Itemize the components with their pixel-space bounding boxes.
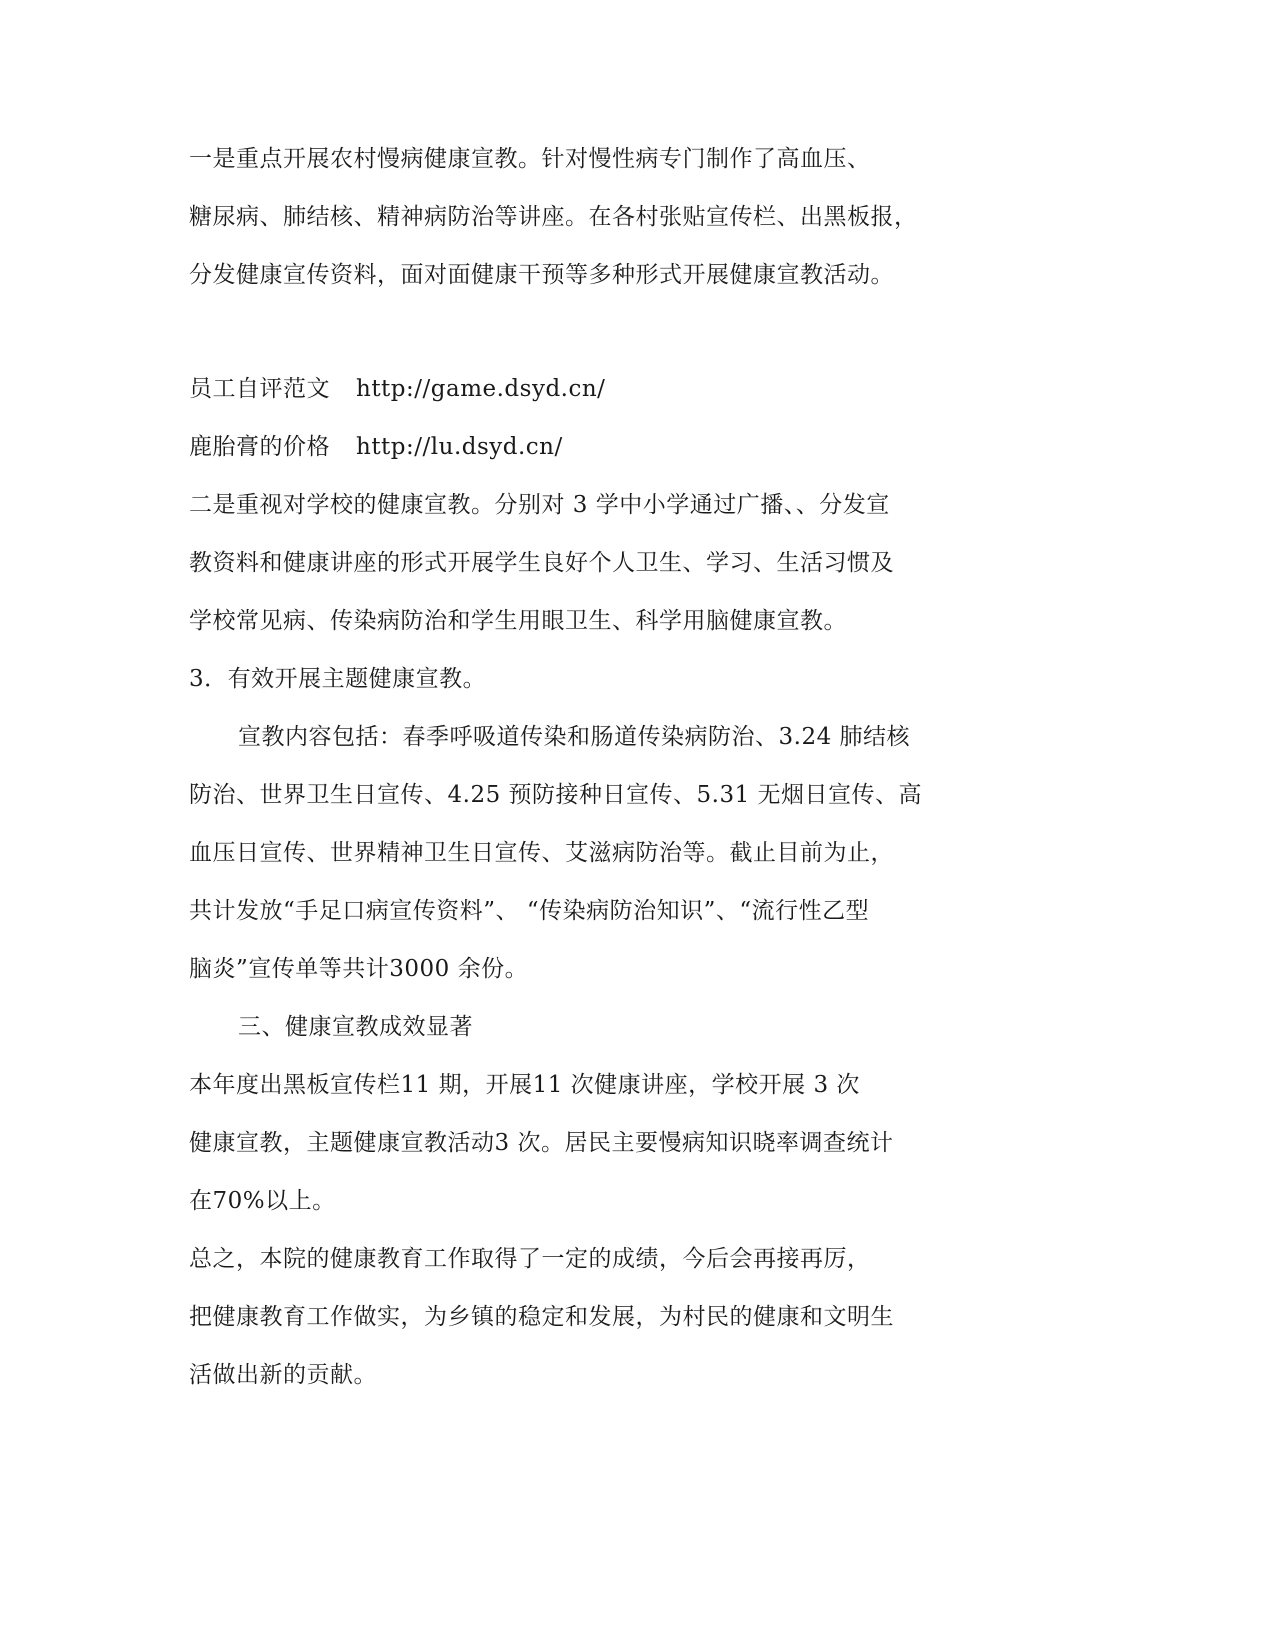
paragraph-4-line-2: 健康宣教，主题健康宣教活动3 次。居民主要慢病知识晓率调查统计 — [189, 1130, 894, 1156]
paragraph-1-line-2: 糖尿病、肺结核、精神病防治等讲座。在各村张贴宣传栏、出黑板报， — [189, 204, 918, 230]
paragraph-5-line-2: 把健康教育工作做实，为乡镇的稳定和发展，为村民的健康和文明生 — [189, 1304, 894, 1330]
paragraph-3-line-4: 共计发放“手足口病宣传资料”、 “传染病防治知识”、“流行性乙型 — [189, 898, 870, 924]
paragraph-1-line-1: 一是重点开展农村慢病健康宣教。针对慢性病专门制作了高血压、 — [189, 146, 871, 172]
paragraph-3-line-1: 宣教内容包括：春季呼吸道传染和肠道传染病防治、3.24 肺结核 — [238, 724, 911, 750]
link-1-url[interactable]: http://game.dsyd.cn/ — [356, 376, 606, 402]
paragraph-3-line-2: 防治、世界卫生日宣传、4.25 预防接种日宣传、5.31 无烟日宣传、高 — [189, 782, 923, 808]
paragraph-3-line-5: 脑炎”宣传单等共计3000 余份。 — [189, 956, 529, 982]
paragraph-4-line-1: 本年度出黑板宣传栏11 期，开展11 次健康讲座，学校开展 3 次 — [189, 1072, 860, 1098]
paragraph-4-line-3: 在70%以上。 — [189, 1188, 336, 1214]
link-row-2 — [189, 432, 563, 462]
paragraph-5-line-3: 活做出新的贡献。 — [189, 1362, 377, 1388]
paragraph-2-line-3: 学校常见病、传染病防治和学生用眼卫生、科学用脑健康宣教。 — [189, 608, 847, 634]
link-2-label: 鹿胎膏的价格 — [189, 434, 330, 460]
paragraph-2-line-2: 教资料和健康讲座的形式开展学生良好个人卫生、学习、生活习惯及 — [189, 550, 894, 576]
paragraph-5-line-1: 总之，本院的健康教育工作取得了一定的成绩，今后会再接再厉， — [189, 1246, 871, 1272]
link-1-label: 员工自评范文 — [189, 376, 330, 402]
paragraph-2-line-1: 二是重视对学校的健康宣教。分别对 3 学中小学通过广播、、分发宣 — [189, 492, 890, 518]
paragraph-1-line-3: 分发健康宣传资料，面对面健康干预等多种形式开展健康宣教活动。 — [189, 262, 894, 288]
paragraph-3-line-3: 血压日宣传、世界精神卫生日宣传、艾滋病防治等。截止目前为止， — [189, 840, 894, 866]
link-2-url[interactable]: http://lu.dsyd.cn/ — [356, 434, 563, 460]
link-row-1 — [189, 374, 605, 404]
heading-3: 三、健康宣教成效显著 — [238, 1014, 473, 1040]
section-3-heading: 3．有效开展主题健康宣教。 — [189, 666, 487, 692]
